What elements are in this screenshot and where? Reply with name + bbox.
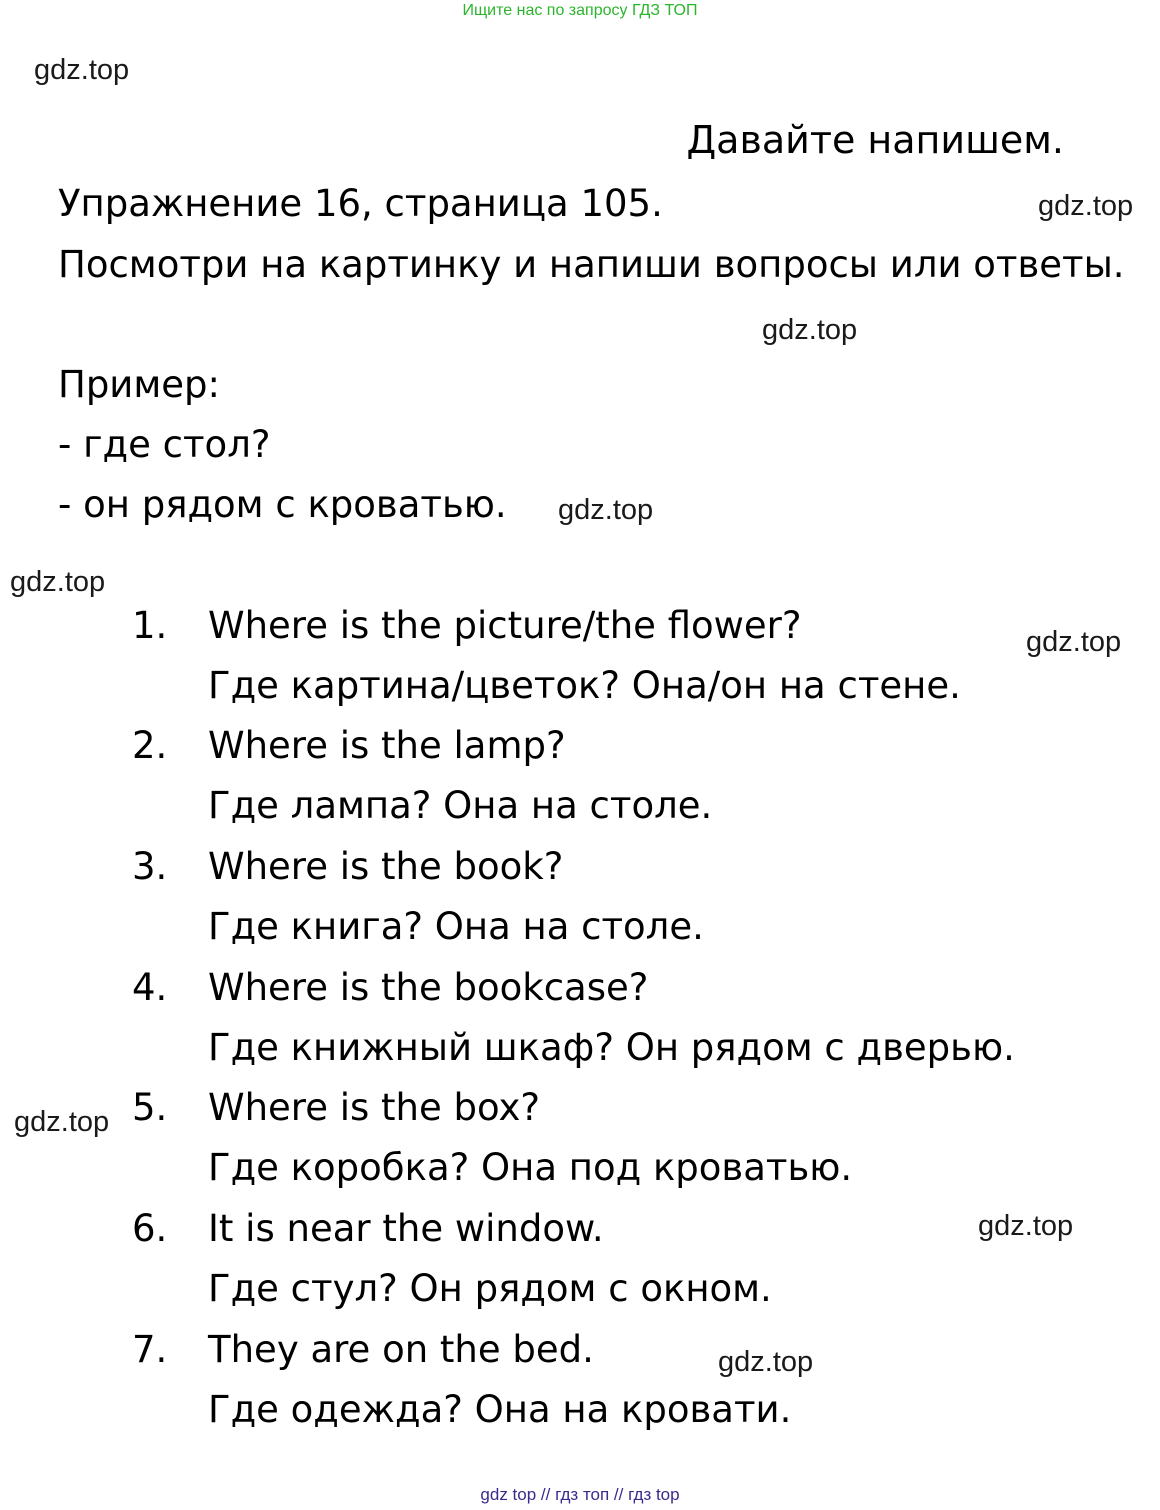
- item-english: Where is the lamp?: [208, 724, 566, 767]
- page-heading: Давайте напишем.: [686, 118, 1064, 162]
- item-english: It is near the window.: [208, 1207, 604, 1250]
- item-number: 1.: [132, 604, 168, 647]
- watermark: gdz.top: [34, 54, 130, 86]
- top-banner: Ищите нас по запросу ГДЗ ТОП: [462, 2, 698, 19]
- item-russian: Где одежда? Она на кровати.: [208, 1388, 792, 1431]
- watermark: gdz.top: [1038, 190, 1134, 222]
- example-label: Пример:: [58, 363, 220, 406]
- item-russian: Где книга? Она на столе.: [208, 905, 704, 948]
- item-number: 3.: [132, 845, 168, 888]
- item-russian: Где стул? Он рядом с окном.: [208, 1267, 772, 1310]
- item-russian: Где книжный шкаф? Он рядом с дверью.: [208, 1026, 1015, 1069]
- watermark: gdz.top: [10, 566, 106, 598]
- item-russian: Где коробка? Она под кроватью.: [208, 1146, 853, 1189]
- example-question: - где стол?: [58, 423, 271, 466]
- bottom-banner: gdz top // гдз топ // гдз top: [480, 1485, 680, 1504]
- item-english: Where is the bookcase?: [208, 966, 649, 1009]
- watermark: gdz.top: [762, 314, 858, 346]
- item-english: Where is the picture/the flower?: [208, 604, 802, 647]
- item-russian: Где картина/цветок? Она/он на стене.: [208, 664, 961, 707]
- item-english: Where is the box?: [208, 1086, 541, 1129]
- item-number: 6.: [132, 1207, 168, 1250]
- example-answer: - он рядом с кроватью.: [58, 483, 507, 526]
- watermark: gdz.top: [14, 1106, 110, 1138]
- watermark: gdz.top: [558, 494, 654, 526]
- item-russian: Где лампа? Она на столе.: [208, 784, 713, 827]
- watermark: gdz.top: [1026, 626, 1122, 658]
- item-number: 4.: [132, 966, 168, 1009]
- exercise-title: Упражнение 16, страница 105.: [58, 182, 663, 225]
- watermark: gdz.top: [718, 1346, 814, 1378]
- instruction: Посмотри на картинку и напиши вопросы или ответы.: [58, 243, 1125, 286]
- item-number: 5.: [132, 1086, 168, 1129]
- watermark: gdz.top: [978, 1210, 1074, 1242]
- item-english: They are on the bed.: [208, 1328, 594, 1371]
- item-number: 2.: [132, 724, 168, 767]
- item-number: 7.: [132, 1328, 168, 1371]
- item-english: Where is the book?: [208, 845, 564, 888]
